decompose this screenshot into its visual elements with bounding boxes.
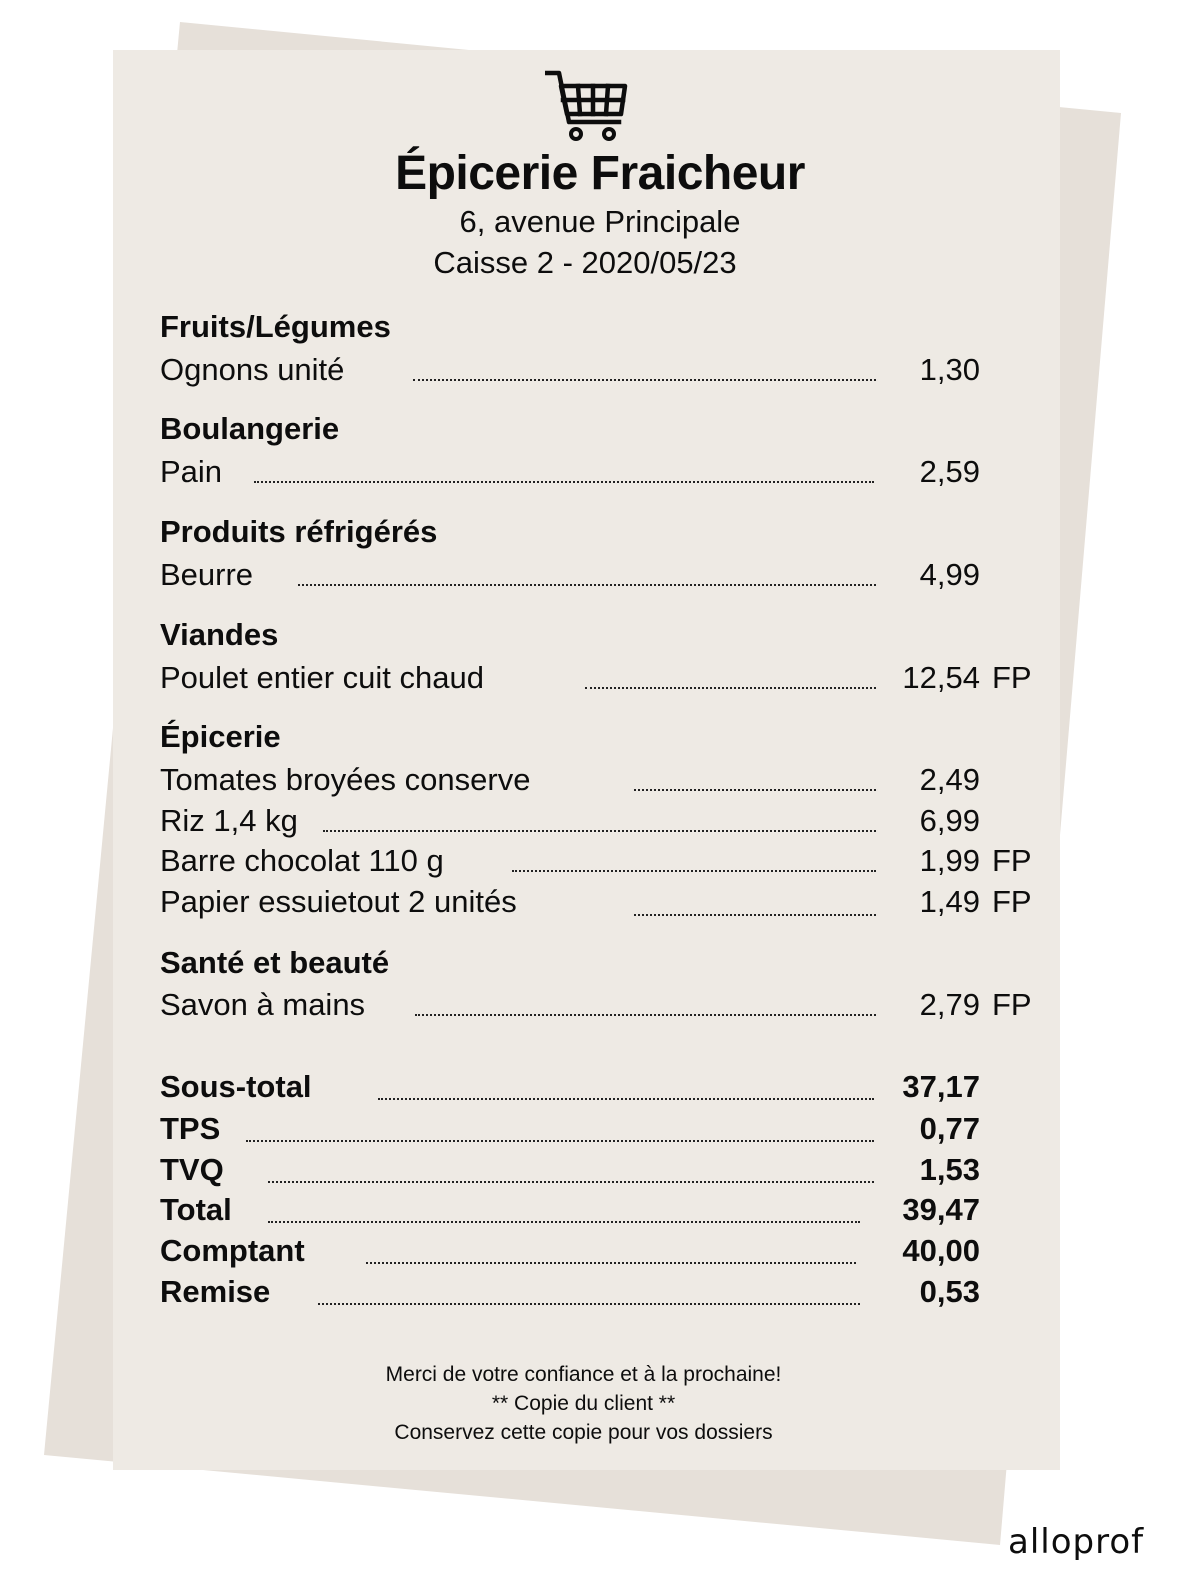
- receipt-footer: [0, 1360, 1167, 1447]
- change-row: [160, 1274, 980, 1314]
- tps-row: [160, 1111, 980, 1151]
- register-and-date: Caisse 2 - 2020/05/23: [433, 245, 737, 280]
- fp-flag: FP: [992, 843, 1032, 878]
- customer-copy-note: ** Copie du client **: [491, 1392, 676, 1415]
- keep-copy-note: Conservez cette copie pour vos dossiers: [394, 1421, 773, 1444]
- alloprof-logo: alloprof: [1008, 1522, 1145, 1562]
- line-item: [160, 454, 980, 494]
- leader-dots: [254, 481, 874, 483]
- leader-dots: [512, 870, 876, 872]
- line-item: [160, 803, 980, 843]
- total-row: [160, 1192, 980, 1232]
- total-value: 0,53: [919, 1274, 980, 1309]
- total-label: Total: [160, 1192, 232, 1227]
- category-sante-beaute: Santé et beauté: [160, 945, 390, 980]
- item-price: 6,99: [919, 803, 980, 838]
- total-label: Sous-total: [160, 1069, 312, 1104]
- item-price: 1,99: [919, 843, 980, 878]
- total-label: TVQ: [160, 1152, 224, 1187]
- leader-dots: [268, 1221, 860, 1223]
- category-fruits-legumes: Fruits/Légumes: [160, 309, 391, 344]
- leader-dots: [634, 789, 876, 791]
- total-value: 1,53: [919, 1152, 980, 1187]
- thank-you-message: Merci de votre confiance et à la prochaine!: [385, 1363, 782, 1386]
- total-value: 39,47: [902, 1192, 980, 1227]
- leader-dots: [298, 584, 876, 586]
- item-name: Savon à mains: [160, 987, 366, 1022]
- category-viandes: Viandes: [160, 617, 279, 652]
- category-produits-refrigeres: Produits réfrigérés: [160, 514, 438, 549]
- fp-flag: FP: [992, 987, 1032, 1022]
- leader-dots: [585, 687, 876, 689]
- item-name: Riz 1,4 kg: [160, 803, 298, 838]
- fp-flag: FP: [992, 884, 1032, 919]
- total-label: Comptant: [160, 1233, 305, 1268]
- item-price: 1,30: [919, 352, 980, 387]
- line-item: [160, 987, 1032, 1027]
- item-price: 4,99: [919, 557, 980, 592]
- tvq-row: [160, 1152, 980, 1192]
- line-item: [160, 843, 1032, 883]
- item-price: 2,79: [919, 987, 980, 1022]
- line-item: [160, 352, 980, 392]
- item-name: Beurre: [160, 557, 254, 592]
- line-item: [160, 762, 980, 802]
- line-item: [160, 660, 1032, 700]
- total-value: 40,00: [902, 1233, 980, 1268]
- line-item: [160, 557, 980, 597]
- total-label: Remise: [160, 1274, 271, 1309]
- item-name: Ognons unité: [160, 352, 345, 387]
- shopping-cart-icon: [545, 70, 629, 144]
- store-name: Épicerie Fraicheur: [395, 147, 805, 200]
- leader-dots: [318, 1303, 860, 1305]
- store-address: 6, avenue Principale: [459, 204, 741, 239]
- leader-dots: [415, 1014, 876, 1016]
- item-price: 1,49: [919, 884, 980, 919]
- leader-dots: [634, 914, 876, 916]
- total-value: 37,17: [902, 1069, 980, 1104]
- leader-dots: [413, 379, 876, 381]
- leader-dots: [246, 1140, 874, 1142]
- category-epicerie: Épicerie: [160, 719, 281, 754]
- line-item: [160, 884, 1032, 924]
- leader-dots: [378, 1098, 874, 1100]
- fp-flag: FP: [992, 660, 1032, 695]
- total-label: TPS: [160, 1111, 221, 1146]
- subtotal-row: [160, 1069, 980, 1109]
- item-name: Poulet entier cuit chaud: [160, 660, 484, 695]
- item-name: Papier essuietout 2 unités: [160, 884, 517, 919]
- total-value: 0,77: [919, 1111, 980, 1146]
- item-price: 2,59: [919, 454, 980, 489]
- leader-dots: [366, 1262, 856, 1264]
- category-boulangerie: Boulangerie: [160, 411, 340, 446]
- item-price: 12,54: [902, 660, 980, 695]
- item-name: Tomates broyées conserve: [160, 762, 531, 797]
- cash-row: [160, 1233, 980, 1273]
- item-name: Barre chocolat 110 g: [160, 843, 444, 878]
- item-price: 2,49: [919, 762, 980, 797]
- leader-dots: [323, 830, 876, 832]
- leader-dots: [268, 1181, 874, 1183]
- item-name: Pain: [160, 454, 223, 489]
